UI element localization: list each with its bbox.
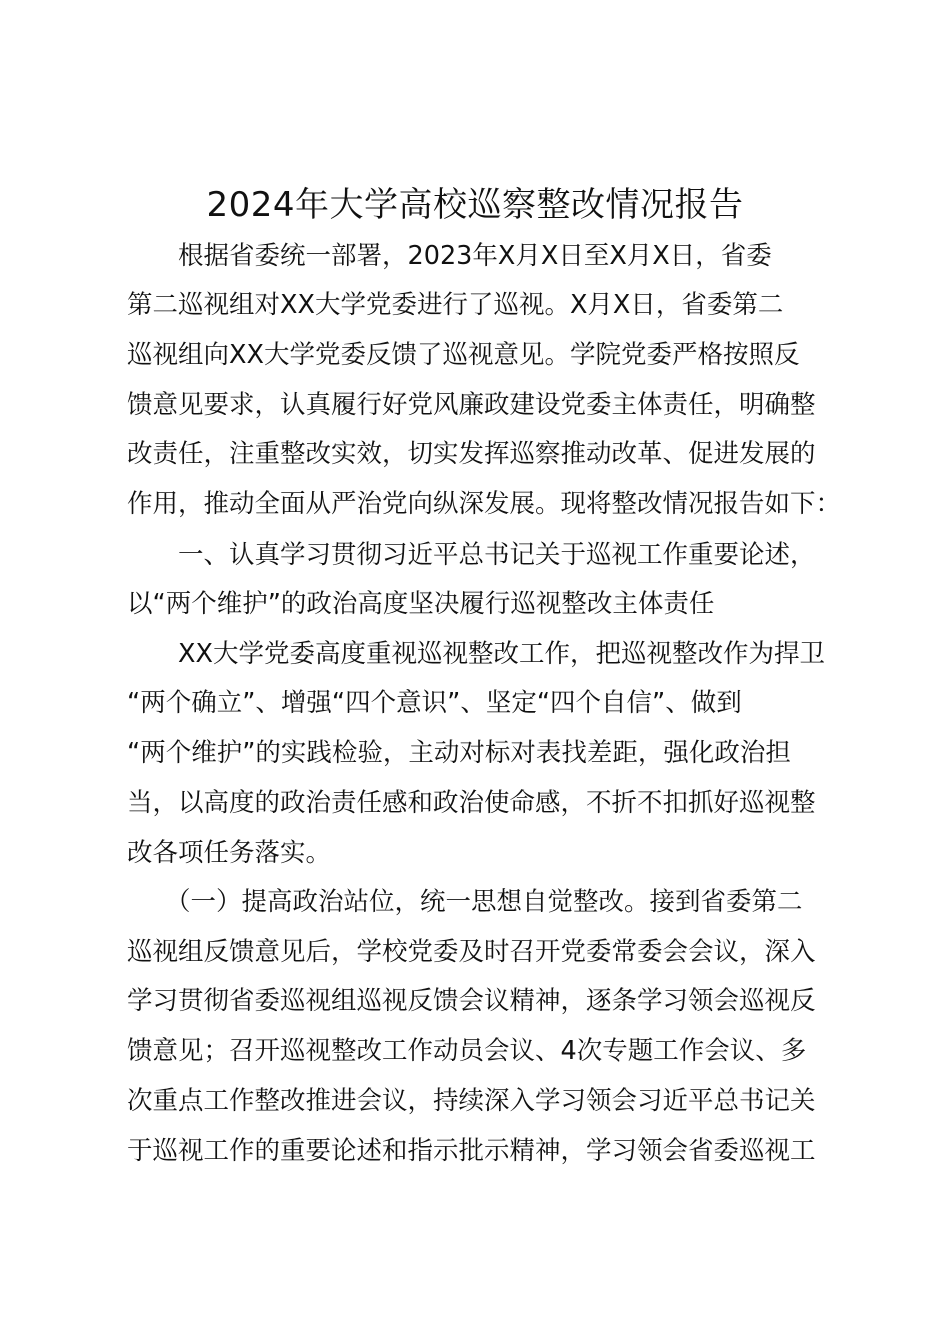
section-heading-line-2: 以“两个维护”的政治高度坚决履行巡视整改主体责任 <box>127 589 715 619</box>
body-line-10: 当，以高度的政治责任感和政治使命感，不折不扣抓好巡视整 <box>127 788 816 818</box>
body-line-8: “两个确立”、增强“四个意识”、坚定“四个自信”、做到 <box>127 688 742 718</box>
body-line-2: 第二巡视组对XX大学党委进行了巡视。X月X日，省委第二 <box>127 290 784 320</box>
body-line-7: XX大学党委高度重视巡视整改工作，把巡视整改作为捍卫 <box>178 639 825 669</box>
body-line-3: 巡视组向XX大学党委反馈了巡视意见。学院党委严格按照反 <box>127 340 800 370</box>
subsection-line-1: （一）提高政治站位，统一思想自觉整改。接到省委第二 <box>165 887 803 917</box>
body-line-4: 馈意见要求，认真履行好党风廉政建设党委主体责任，明确整 <box>127 390 816 420</box>
body-line-9: “两个维护”的实践检验，主动对标对表找差距，强化政治担 <box>127 738 791 768</box>
body-line-1: 根据省委统一部署，2023年X月X日至X月X日，省委 <box>178 241 772 271</box>
body-line-13: 学习贯彻省委巡视组巡视反馈会议精神，逐条学习领会巡视反 <box>127 986 816 1016</box>
document-title: 2024年大学高校巡察整改情况报告 <box>206 185 744 225</box>
body-line-6: 作用，推动全面从严治党向纵深发展。现将整改情况报告如下： <box>127 489 842 519</box>
body-line-16: 于巡视工作的重要论述和指示批示精神，学习领会省委巡视工 <box>127 1136 816 1166</box>
body-line-12: 巡视组反馈意见后，学校党委及时召开党委常委会会议，深入 <box>127 937 816 967</box>
body-line-15: 次重点工作整改推进会议，持续深入学习领会习近平总书记关 <box>127 1086 816 1116</box>
body-line-11: 改各项任务落实。 <box>127 838 332 868</box>
body-line-5: 改责任，注重整改实效，切实发挥巡察推动改革、促进发展的 <box>127 439 816 469</box>
section-heading-line-1: 一、认真学习贯彻习近平总书记关于巡视工作重要论述， <box>178 540 816 570</box>
body-line-14: 馈意见；召开巡视整改工作动员会议、4次专题工作会议、多 <box>127 1036 807 1066</box>
